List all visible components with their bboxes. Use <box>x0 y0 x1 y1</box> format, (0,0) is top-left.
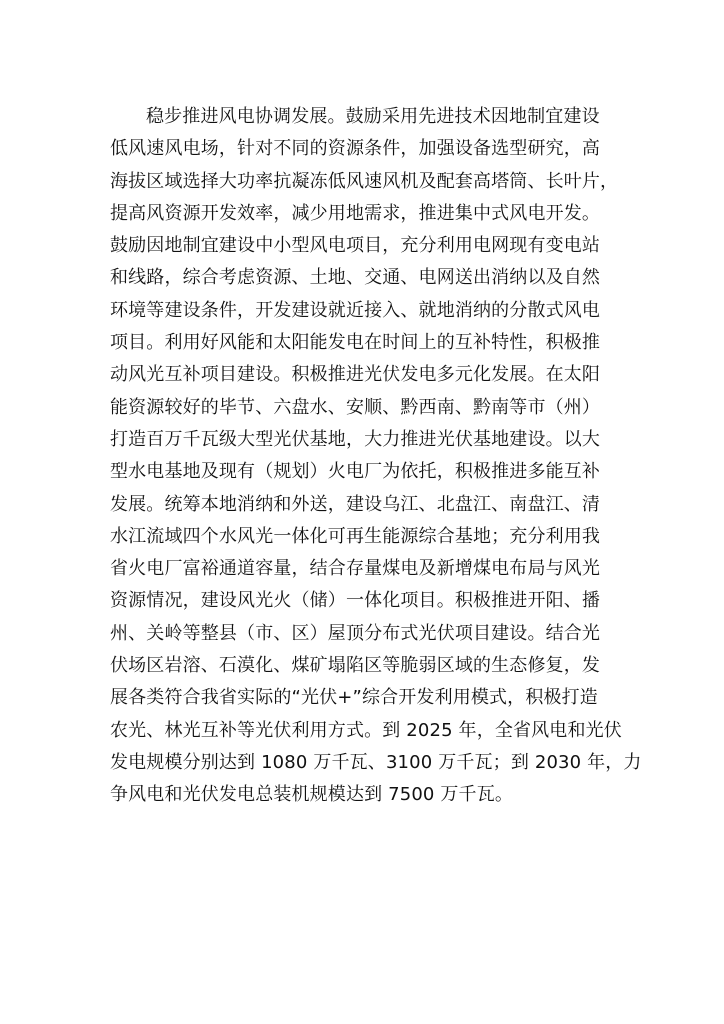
paragraph-line: 州、关岭等整县（市、区）屋顶分布式光伏项目建设。结合光 <box>110 622 601 644</box>
paragraph-line: 项目。利用好风能和太阳能发电在时间上的互补特性，积极推 <box>110 332 601 354</box>
paragraph-line: 动风光互补项目建设。积极推进光伏发电多元化发展。在太阳 <box>110 364 601 386</box>
paragraph-line: 鼓励因地制宜建设中小型风电项目，充分利用电网现有变电站 <box>110 235 601 257</box>
paragraph-line: 水江流域四个水风光一体化可再生能源综合基地；充分利用我 <box>110 525 601 547</box>
paragraph-line: 发展。统筹本地消纳和外送，建设乌江、北盘江、南盘江、清 <box>110 493 601 515</box>
paragraph-line: 打造百万千瓦级大型光伏基地，大力推进光伏基地建设。以大 <box>110 428 601 450</box>
paragraph-line: 农光、林光互补等光伏利用方式。到 2025 年，全省风电和光伏 <box>110 719 622 741</box>
paragraph-line: 和线路，综合考虑资源、土地、交通、电网送出消纳以及自然 <box>110 267 601 289</box>
paragraph-line: 海拔区域选择大功率抗凝冻低风速风机及配套高塔筒、长叶片， <box>110 170 619 192</box>
paragraph-line: 低风速风电场，针对不同的资源条件，加强设备选型研究，高 <box>110 138 601 160</box>
paragraph-line: 稳步推进风电协调发展。鼓励采用先进技术因地制宜建设 <box>146 106 600 127</box>
paragraph-line: 争风电和光伏发电总装机规模达到 7500 万千瓦。 <box>110 784 513 806</box>
paragraph-line: 环境等建设条件，开发建设就近接入、就地消纳的分散式风电 <box>110 299 601 321</box>
paragraph-line: 资源情况，建设风光火（储）一体化项目。积极推进开阳、播 <box>110 590 601 612</box>
paragraph-line: 能资源较好的毕节、六盘水、安顺、黔西南、黔南等市（州） <box>110 396 601 418</box>
paragraph-line: 提高风资源开发效率，减少用地需求，推进集中式风电开发。 <box>110 202 601 224</box>
paragraph-line: 伏场区岩溶、石漠化、煤矿塌陷区等脆弱区域的生态修复，发 <box>110 655 601 677</box>
paragraph-line: 型水电基地及现有（规划）火电厂为依托，积极推进多能互补 <box>110 461 601 483</box>
body-paragraph <box>110 101 642 812</box>
paragraph-line: 发电规模分别达到 1080 万千瓦、3100 万千瓦；到 2030 年，力 <box>110 751 642 773</box>
paragraph-line: 展各类符合我省实际的“光伏+”综合开发利用模式，积极打造 <box>110 687 598 709</box>
paragraph-line: 省火电厂富裕通道容量，结合存量煤电及新增煤电布局与风光 <box>110 558 601 580</box>
